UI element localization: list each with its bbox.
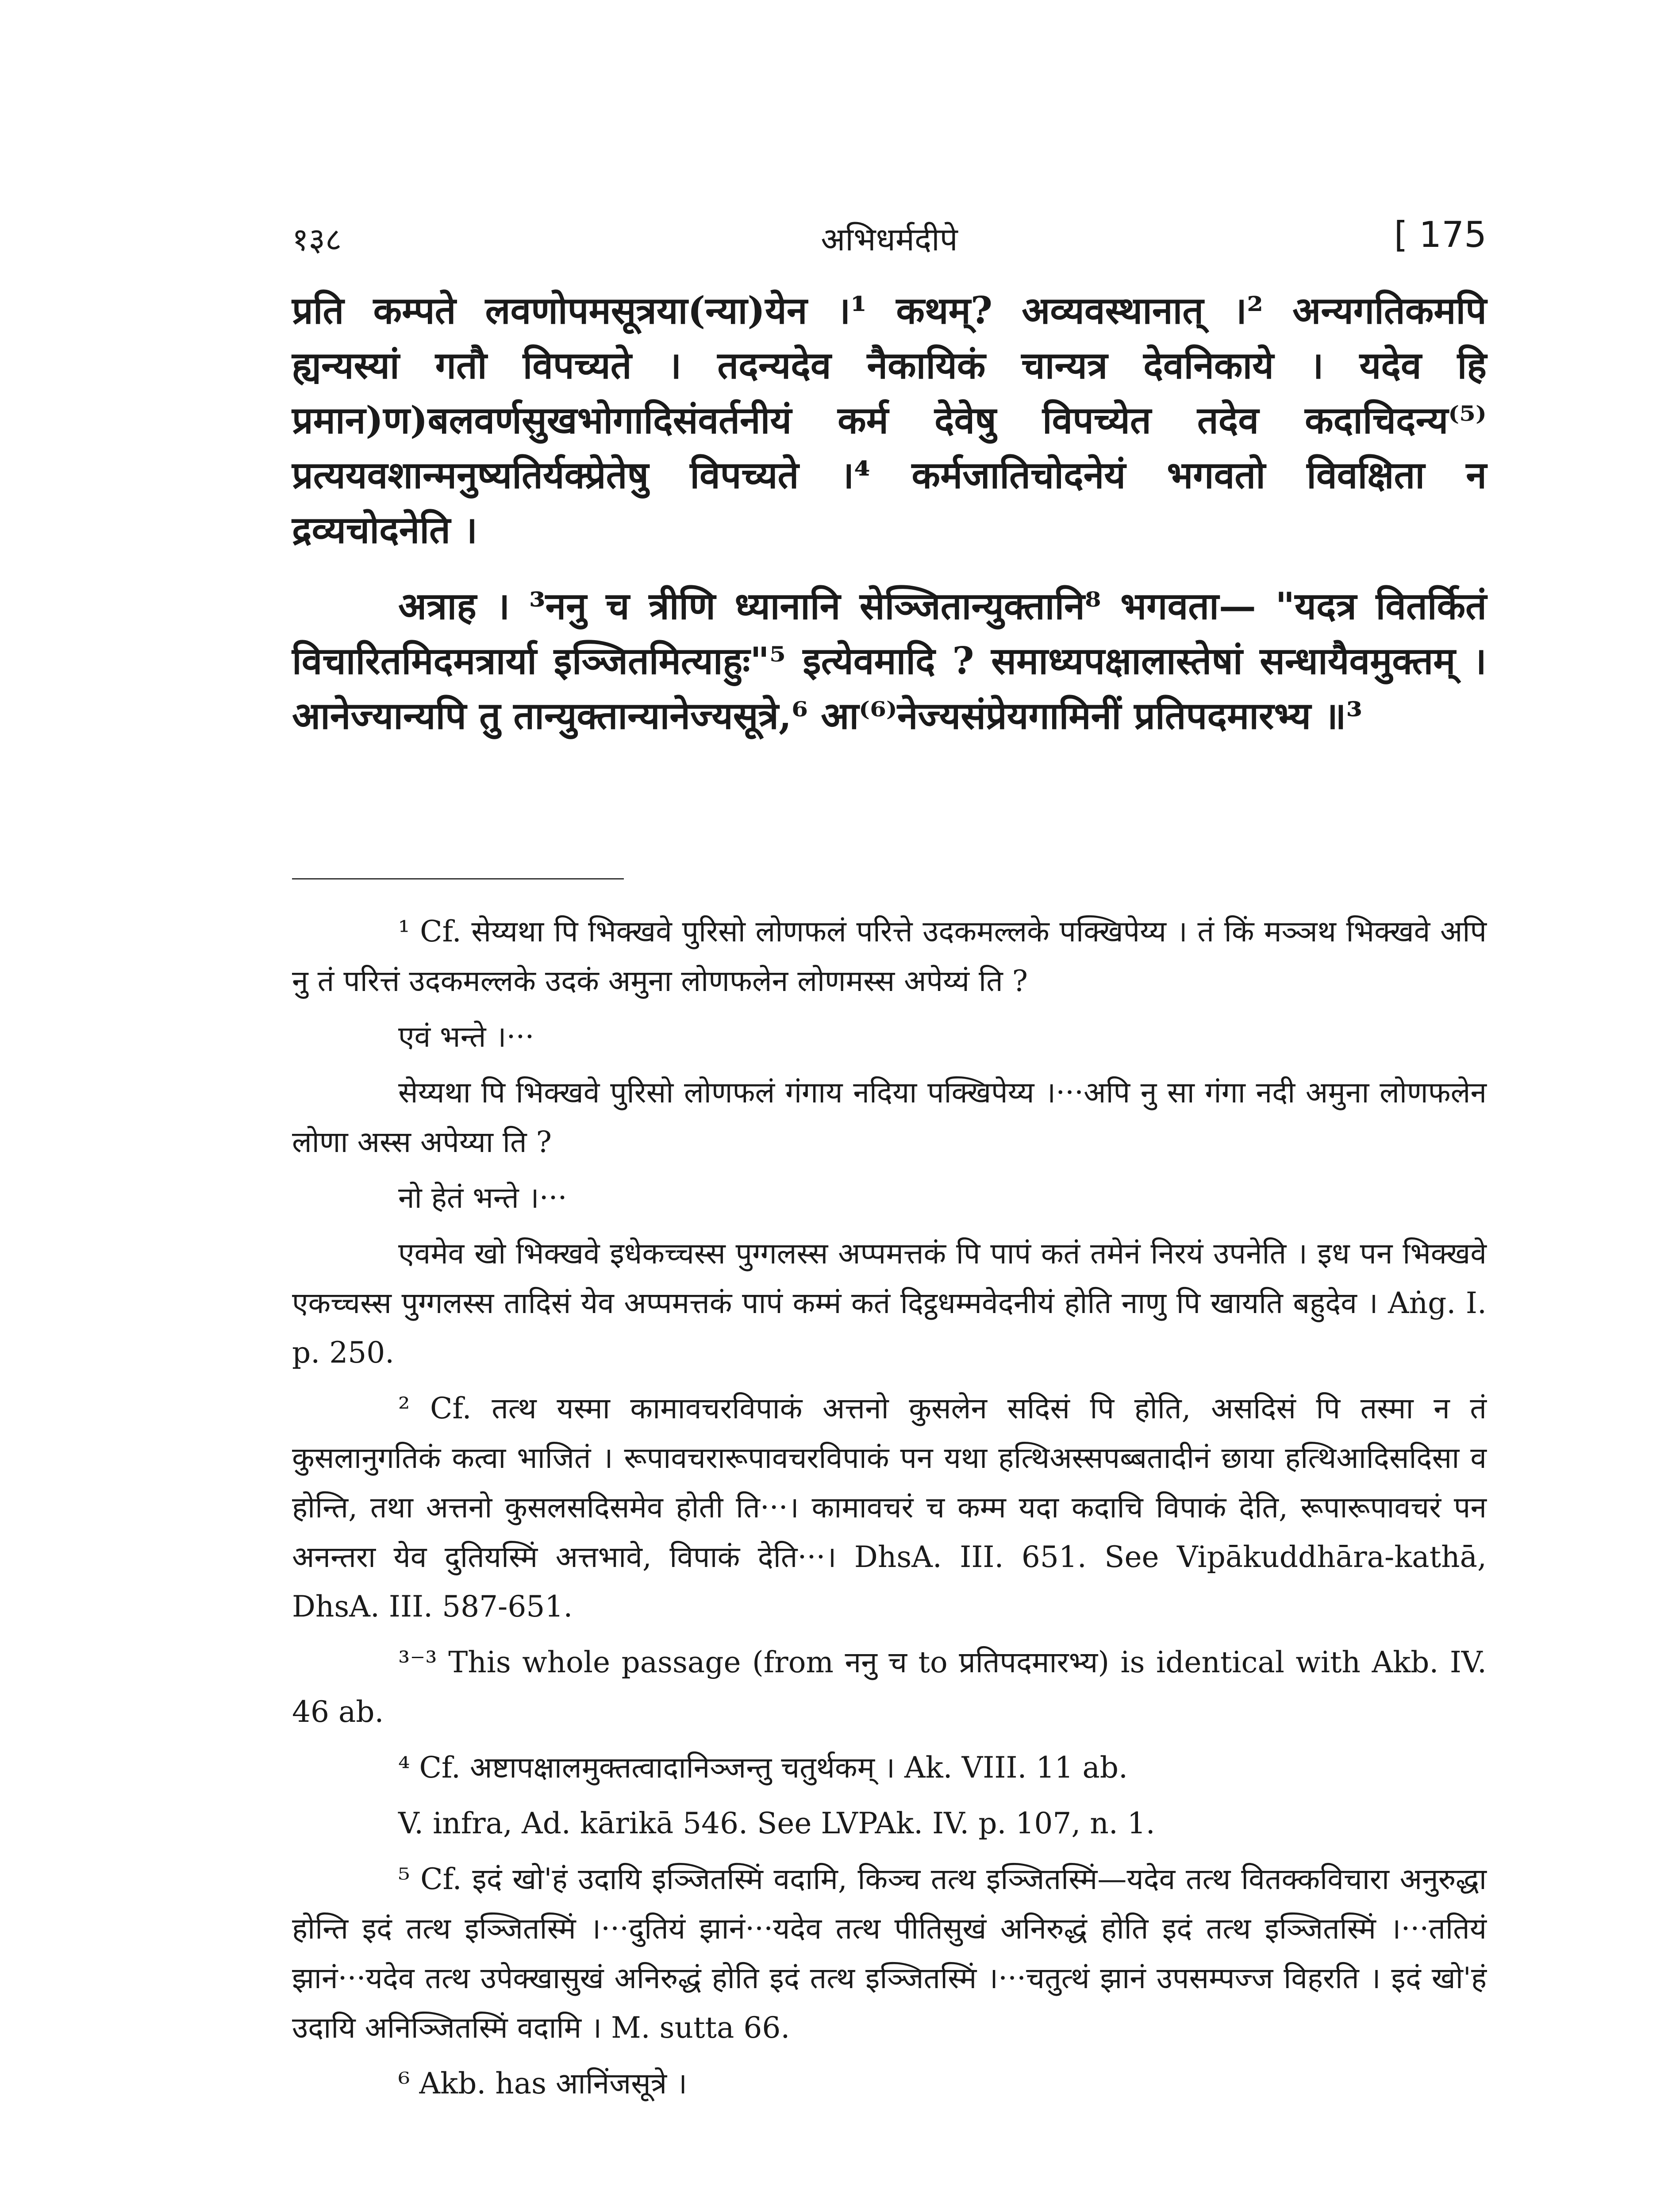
original-page-reference: [ 175 [1394,214,1487,255]
footnote-4-line: V. infra, Ad. kārikā 546. See LVPAk. IV. p. 107, n. 1. [398,1806,1155,1840]
footnote-2: ² Cf. तत्थ यस्मा कामावचरविपाकं अत्तनो कुसलेन सदिसं पि होति, असदिसं पि तस्मा न तं कुसलानुगतिकं कत्वा भाजितं । रूपावचरारूपावचरविपाकं पन यथा हत्थिअस्सपब्बतादीनं छाया हत्थिआदिसदिसा व होन्ति, तथा अत्तनो कुसलसदिसमेव होती ति···। कामावचरं च कम्म यदा कदाचि विपाकं देति, रूपारूपावचरं पन अनन्तरा येव दुतियस्मिं अत्तभावे, विपाकं देति···। DhsA. III. 651. See Vipākuddhāra-kathā, DhsA. III. 587-651. [292,1391,1487,1624]
main-text [292,283,1487,743]
footnote-1-line: एवं भन्ते ।··· [398,1020,534,1054]
main-paragraph-1: प्रति कम्पते लवणोपमसूत्रया(न्या)येन ।¹ कथम्? अव्यवस्थानात् ।² अन्यगतिकमपि ह्यन्यस्यां गतौ विपच्यते । तदन्यदेव नैकायिकं चान्यत्र देवनिकाये । यदेव हि प्रमान)ण)बलवर्णसुखभोगादिसंवर्तनीयं कर्म देवेषु विपच्येत तदेव कदाचिदन्य⁽⁵⁾प्रत्ययवशान्मनुष्यतिर्यक्प्रेतेषु विपच्यते ।⁴ कर्मजातिचोदनेयं भगवतो विवक्षिता न द्रव्यचोदनेति । [292,288,1487,552]
page-header [292,214,1487,265]
footnote-1-line: नो हेतं भन्ते ।··· [398,1181,567,1215]
footnote-divider [292,878,624,879]
footnote-3: ³⁻³ This whole passage (from ननु च to प्रतिपदमारभ्य) is identical with Akb. IV. 46 ab. [292,1645,1487,1729]
main-paragraph-2: अत्राह । ³ननु च त्रीणि ध्यानानि सेञ्जितान्युक्तानि⁸ भगवता— "यदत्र वितर्कितं विचारितमिदमत्रार्या इञ्जितमित्याहुः"⁵ इत्येवमादि ? समाध्यपक्षालास्तेषां सन्धायैवमुक्तम् । आनेज्यान्यपि तु तान्युक्तान्यानेज्यसूत्रे,⁶ आ⁽⁶⁾नेज्यसंप्रेयगामिनीं प्रतिपदमारभ्य ॥³ [292,584,1487,737]
footnote-6: ⁶ Akb. has आनिंजसूत्रे । [398,2066,688,2101]
footnote-1-line: सेय्यथा पि भिक्खवे पुरिसो लोणफलं गंगाय नदिया पक्खिपेय्य ।···अपि नु सा गंगा नदी अमुना लोणफलेन लोणा अस्स अपेय्या ति ? [292,1075,1487,1159]
footnote-1: ¹ Cf. सेय्यथा पि भिक्खवे पुरिसो लोणफलं परित्ते उदकमल्लके पक्खिपेय्य । तं किं मञ्ञथ भिक्खवे अपि नु तं परित्तं उदकमल्लके उदकं अमुना लोणफलेन लोणमस्स अपेय्यं ति ? [292,914,1487,998]
running-title: अभिधर्मदीपे [821,221,958,258]
footnotes [292,907,1487,2115]
footnote-1-line: एवमेव खो भिक्खवे इधेकच्चस्स पुग्गलस्स अप्पमत्तकं पि पापं कतं तमेनं निरयं उपनेति । इध पन भिक्खवे एकच्चस्स पुग्गलस्स तादिसं येव अप्पमत्तकं पापं कम्मं कतं दिट्ठधम्मवेदनीयं होति नाणु पि खायति बहुदेव । Aṅg. I. p. 250. [292,1237,1487,1370]
footnote-4: ⁴ Cf. अष्टापक्षालमुक्तत्वादानिञ्जन्तु चतुर्थकम् । Ak. VIII. 11 ab. [398,1751,1128,1785]
footnote-5: ⁵ Cf. इदं खो'हं उदायि इञ्जितस्मिं वदामि, किञ्च तत्थ इञ्जितस्मिं—यदेव तत्थ वितक्कविचारा अनुरुद्धा होन्ति इदं तत्थ इञ्जितस्मिं ।···दुतियं झानं···यदेव तत्थ पीतिसुखं अनिरुद्धं होति इदं तत्थ इञ्जितस्मिं ।···ततियं झानं···यदेव तत्थ उपेक्खासुखं अनिरुद्धं होति इदं तत्थ इञ्जितस्मिं ।···चतुत्थं झानं उपसम्पज्ज विहरति । इदं खो'हं उदायि अनिञ्जितस्मिं वदामि । M. sutta 66. [292,1862,1487,2045]
page-number-devanagari: १३८ [292,221,342,258]
